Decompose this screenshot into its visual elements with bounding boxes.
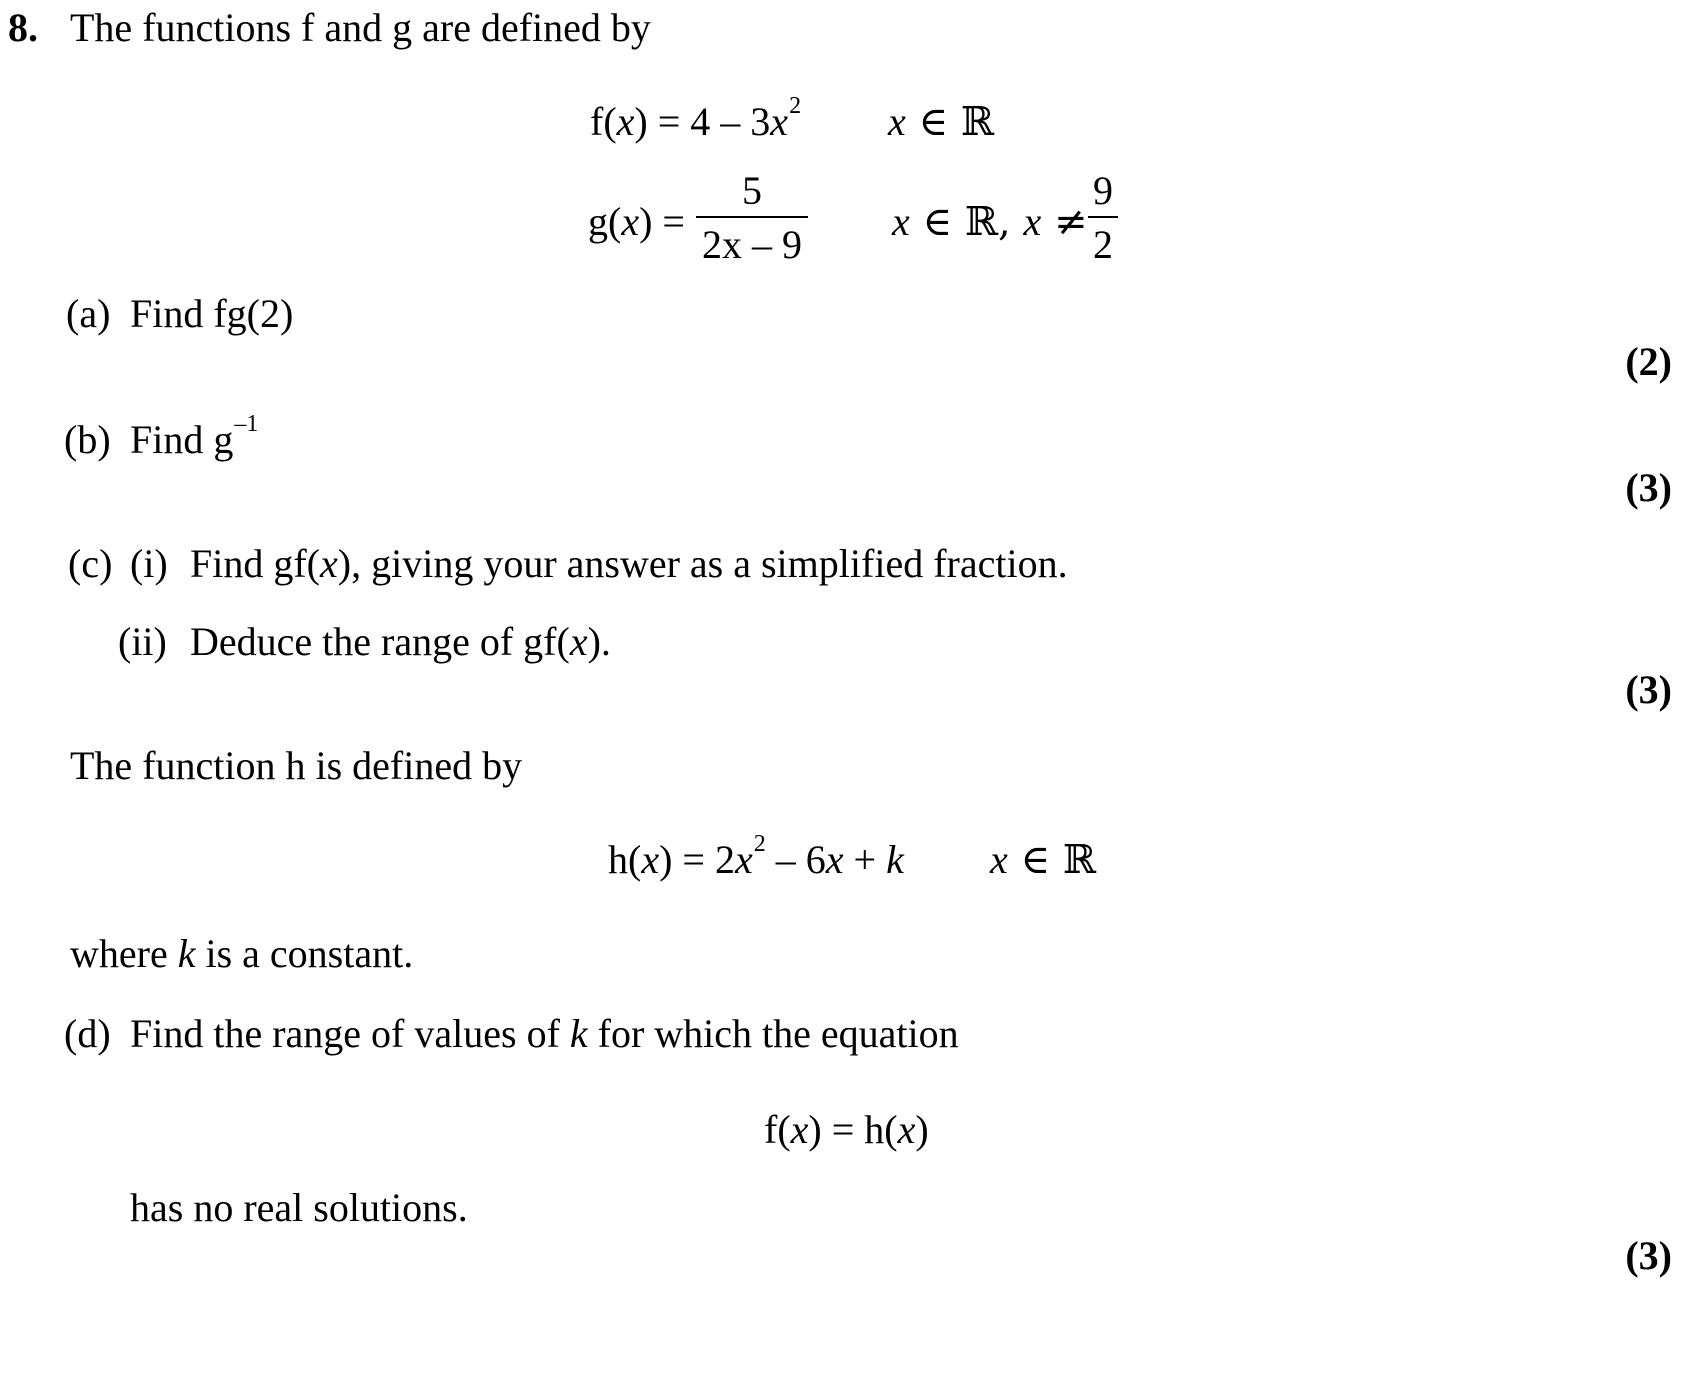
g-domain-mid: ∈ ℝ, xyxy=(909,199,1024,245)
part-c-label: (c) xyxy=(68,541,113,586)
g-rhs: ) = xyxy=(639,199,685,244)
g-fraction xyxy=(696,168,808,268)
part-c-i-text-a: Find gf( xyxy=(190,541,320,586)
f-sq-var: x xyxy=(770,99,789,144)
part-d-eq-var2: x xyxy=(897,1107,916,1152)
fraction-bar xyxy=(1088,216,1118,218)
part-b-label: (b) xyxy=(64,417,111,462)
f-var: x xyxy=(616,99,635,144)
part-d-equation xyxy=(764,1106,929,1154)
h-intro: The function h is defined by xyxy=(70,743,523,788)
g-domain-var2: x xyxy=(1023,199,1042,244)
f-lhs: f( xyxy=(590,99,617,144)
question-number: 8. xyxy=(8,5,38,50)
h-domain-var: x xyxy=(990,837,1008,882)
h-domain-rest: ∈ ℝ xyxy=(1007,837,1097,883)
f-domain-rest: ∈ ℝ xyxy=(905,99,995,145)
part-c-i-text xyxy=(190,540,1068,588)
part-d-eq-b: ) = h( xyxy=(808,1107,898,1152)
f-domain-var: x xyxy=(888,99,906,144)
part-d-label: (d) xyxy=(64,1011,111,1056)
h-domain xyxy=(990,836,1096,884)
part-c-i-label: (i) xyxy=(130,541,168,586)
part-c-marks: (3) xyxy=(1625,667,1672,712)
g-domain-numerator: 9 xyxy=(1093,168,1113,213)
k-note xyxy=(70,930,413,978)
h-var: x xyxy=(641,837,660,882)
part-d-eq-c: ) xyxy=(915,1107,929,1152)
h-tail-a: – 6 xyxy=(765,837,826,882)
part-d-marks: (3) xyxy=(1625,1233,1672,1278)
h-tail-var: x xyxy=(825,837,844,882)
question-intro: The functions f and g are defined by xyxy=(70,5,651,50)
part-d-text xyxy=(130,1010,959,1058)
g-domain-denominator: 2 xyxy=(1093,222,1113,267)
part-c-ii-text-a: Deduce the range of gf( xyxy=(190,619,570,664)
h-tail-b: + xyxy=(843,837,887,882)
g-lhs: g( xyxy=(588,199,622,244)
g-domain-ne: ≠ xyxy=(1041,199,1088,245)
part-d-eq-var: x xyxy=(790,1107,809,1152)
h-mid: ) = 2 xyxy=(659,837,735,882)
h-lhs: h( xyxy=(608,837,642,882)
part-d-tail: has no real solutions. xyxy=(130,1185,468,1230)
part-d-eq-a: f( xyxy=(764,1107,791,1152)
part-c-ii-text xyxy=(190,618,611,666)
fraction-bar xyxy=(696,216,808,218)
f-rhs: ) = 4 – 3 xyxy=(634,99,771,144)
g-lhs-group xyxy=(588,198,685,246)
g-domain-var: x xyxy=(892,199,910,244)
part-c-ii-label: (ii) xyxy=(118,619,167,664)
part-d-text-a: Find the range of values of xyxy=(130,1011,570,1056)
part-b-exponent: –1 xyxy=(234,411,259,437)
h-sq-var: x xyxy=(734,837,753,882)
g-numerator: 5 xyxy=(742,168,762,213)
part-b-body xyxy=(130,411,259,470)
k-note-k: k xyxy=(177,931,196,976)
part-c-ii-text-b: ). xyxy=(587,619,611,664)
f-domain xyxy=(888,98,994,146)
k-note-pre: where xyxy=(70,931,178,976)
g-denominator: 2x – 9 xyxy=(702,222,802,267)
f-exponent: 2 xyxy=(789,93,802,119)
h-exponent: 2 xyxy=(753,831,766,857)
h-k: k xyxy=(886,837,904,882)
g-domain xyxy=(892,198,1087,246)
g-var: x xyxy=(621,199,640,244)
part-c-i-text-b: ), giving your answer as a simplified fraction. xyxy=(337,541,1068,586)
g-domain-fraction xyxy=(1088,168,1118,268)
h-definition xyxy=(608,831,904,890)
part-a-text: Find fg(2) xyxy=(130,291,294,336)
part-c-ii-var: x xyxy=(569,619,588,664)
f-definition xyxy=(590,93,802,152)
k-note-post: is a constant. xyxy=(195,931,414,976)
part-b-marks: (3) xyxy=(1625,465,1672,510)
part-a-label: (a) xyxy=(66,291,111,336)
part-d-text-b: for which the equation xyxy=(587,1011,959,1056)
part-c-i-var: x xyxy=(320,541,338,586)
part-b-text: Find g xyxy=(130,417,234,462)
part-d-k: k xyxy=(569,1011,588,1056)
part-a-marks: (2) xyxy=(1625,339,1672,384)
